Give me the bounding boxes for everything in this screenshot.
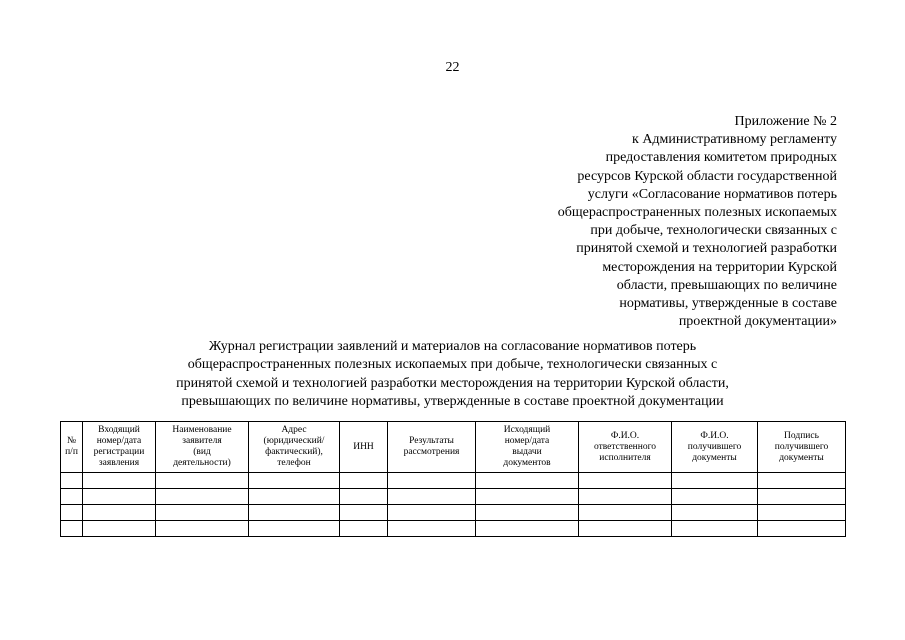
header-col-recipient [672,422,758,473]
header-text: документы [779,452,824,463]
table-cell [388,489,476,505]
table-cell [249,473,340,489]
header-text: ИНН [353,441,374,452]
table-cell [83,521,156,537]
header-text: регистрации [93,447,145,457]
table-cell [579,489,672,505]
appendix-line: услуги «Согласование нормативов потерь [587,186,837,202]
appendix-line: месторождения на территории Курской [602,259,837,275]
journal-title-line: Журнал регистрации заявлений и материалов на согласование нормативов потерь [208,339,697,354]
table-cell [476,505,579,521]
table-cell [476,489,579,505]
appendix-line: принятой схемой и технологией разработки [576,241,837,257]
table-cell [61,473,83,489]
header-col-results [388,422,476,473]
appendix-line: к Административному регламенту [632,132,837,148]
table-row [61,489,846,505]
table-cell [758,473,846,489]
table-row [61,473,846,489]
table-cell [83,505,156,521]
table-cell [249,505,340,521]
table-cell [61,505,83,521]
table-cell [61,521,83,537]
header-col-applicant [156,422,249,473]
header-text: Подпись [784,430,819,441]
table-cell [672,473,758,489]
header-text: выдачи [512,447,542,457]
table-cell [156,505,249,521]
table-cell [672,521,758,537]
table-cell [758,505,846,521]
table-cell [672,505,758,521]
header-col-signature [758,422,846,473]
table-header-row [61,422,846,473]
table-cell [388,473,476,489]
appendix-line: области, превышающих по величине [616,277,837,293]
header-text: заявления [98,458,140,468]
header-text: (юридический/ [263,436,325,446]
header-text: получившего [774,441,829,452]
header-col-outgoing [476,422,579,473]
appendix-line: при добыче, технологически связанных с [590,223,837,239]
header-text: № [66,436,77,446]
header-text: Адрес [281,425,307,435]
page-number: 22 [445,60,460,75]
table-cell [156,473,249,489]
header-text: исполнителя [599,452,651,463]
table-cell [61,489,83,505]
table-cell [672,489,758,505]
journal-title-line: превышающих по величине нормативы, утвержденные в составе проектной документации [181,394,724,410]
table-cell [83,473,156,489]
table-cell [83,489,156,505]
header-text: (вид [193,447,211,457]
table-cell [249,521,340,537]
header-text: п/п [65,447,78,457]
appendix-line: проектной документации» [678,314,837,330]
table-cell [249,489,340,505]
table-cell [476,473,579,489]
table-row [61,521,846,537]
header-text: Ф.И.О. [700,430,729,441]
header-text: деятельности) [173,458,231,468]
header-col-address [249,422,340,473]
table-row [61,505,846,521]
table-cell [476,521,579,537]
header-text: Ф.И.О. [610,430,640,441]
table-cell [758,521,846,537]
table-cell [340,505,388,521]
table-cell [156,489,249,505]
header-text: фактический), [265,447,323,457]
header-col-inn [340,422,388,473]
appendix-header [480,113,837,331]
header-text: номер/дата [504,436,550,446]
appendix-line: Приложение № 2 [734,114,837,129]
table-cell [579,473,672,489]
table-cell [758,489,846,505]
table-cell [340,489,388,505]
appendix-line: ресурсов Курской области государственной [577,168,837,184]
appendix-line: предоставления комитетом природных [605,150,837,166]
registration-journal-table [60,421,846,537]
header-text: телефон [277,458,311,468]
table-cell [579,505,672,521]
header-text: Наименование [172,425,232,435]
table-cell [340,521,388,537]
table-cell [388,521,476,537]
table-cell [156,521,249,537]
header-text: номер/дата [96,436,142,446]
header-text: документы [692,452,737,463]
header-text: Результаты [409,436,454,446]
journal-title [0,338,905,412]
table-cell [340,473,388,489]
header-text: заявителя [182,436,222,446]
table-cell [579,521,672,537]
header-col-number [61,422,83,473]
header-text: ответственного [593,441,657,452]
appendix-line: общераспространенных полезных ископаемых [557,205,837,221]
journal-title-line: общераспространенных полезных ископаемых при добыче, технологически связанных с [187,357,718,373]
table-cell [388,505,476,521]
appendix-line: нормативы, утвержденные в составе [619,296,837,312]
header-col-incoming [83,422,156,473]
header-text: документов [503,458,551,468]
header-text: получившего [687,441,742,452]
header-text: Исходящий [503,425,551,435]
header-text: рассмотрения [403,447,460,457]
header-text: Входящий [98,425,140,435]
header-col-executor [579,422,672,473]
journal-title-line: принятой схемой и технологией разработки месторождения на территории Курской области, [176,375,729,391]
